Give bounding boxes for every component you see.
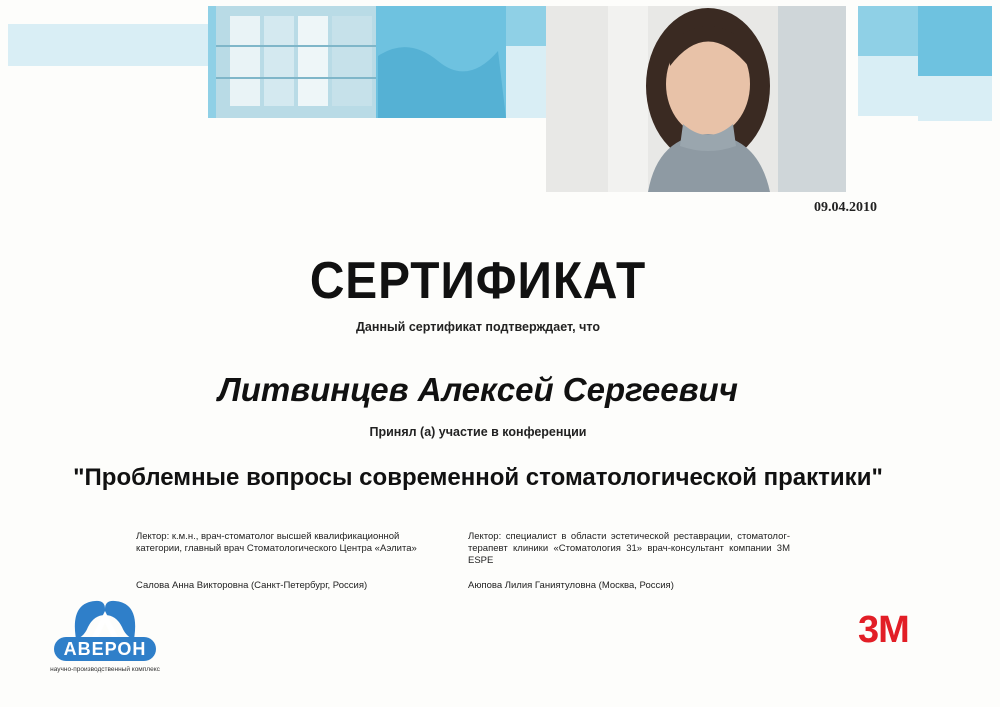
recipient-name: Литвинцев Алексей Сергеевич [218, 371, 738, 408]
banner-graphic [8, 6, 992, 192]
averon-tagline: научно-производственный комплекс [50, 666, 160, 673]
lecturer-2-name: Аюпова Лилия Ганиятуловна (Москва, Россия) [468, 580, 674, 591]
conference-title: "Проблемные вопросы современной стоматологической практики" [73, 464, 883, 491]
certificate-title: СЕРТИФИКАТ [309, 252, 647, 310]
participation-text: Принял (а) участие в конференции [369, 425, 587, 439]
lecturer-1-name: Салова Анна Викторовна (Санкт-Петербург, Россия) [136, 580, 368, 591]
certificate-subtitle: Данный сертификат подтверждает, что [356, 320, 600, 334]
3m-logo: 3M [858, 609, 909, 651]
averon-tooth-icon [40, 597, 170, 641]
issue-date: 09.04.2010 [814, 200, 877, 215]
lecturer-1-description: Лектор: к.м.н., врач-стоматолог высшей квалификационной категории, главный врач Стоматологического Центра «Аэлита» [136, 531, 417, 554]
lecturer-2-description: Лектор: специалист в области эстетической реставрации, стоматолог-терапевт клиники «Стоматология 31» врач-консультант компании 3M ESPE [468, 531, 790, 566]
averon-logo [40, 597, 170, 679]
header-banner [8, 6, 992, 192]
averon-wordmark: АВЕРОН [54, 637, 156, 661]
